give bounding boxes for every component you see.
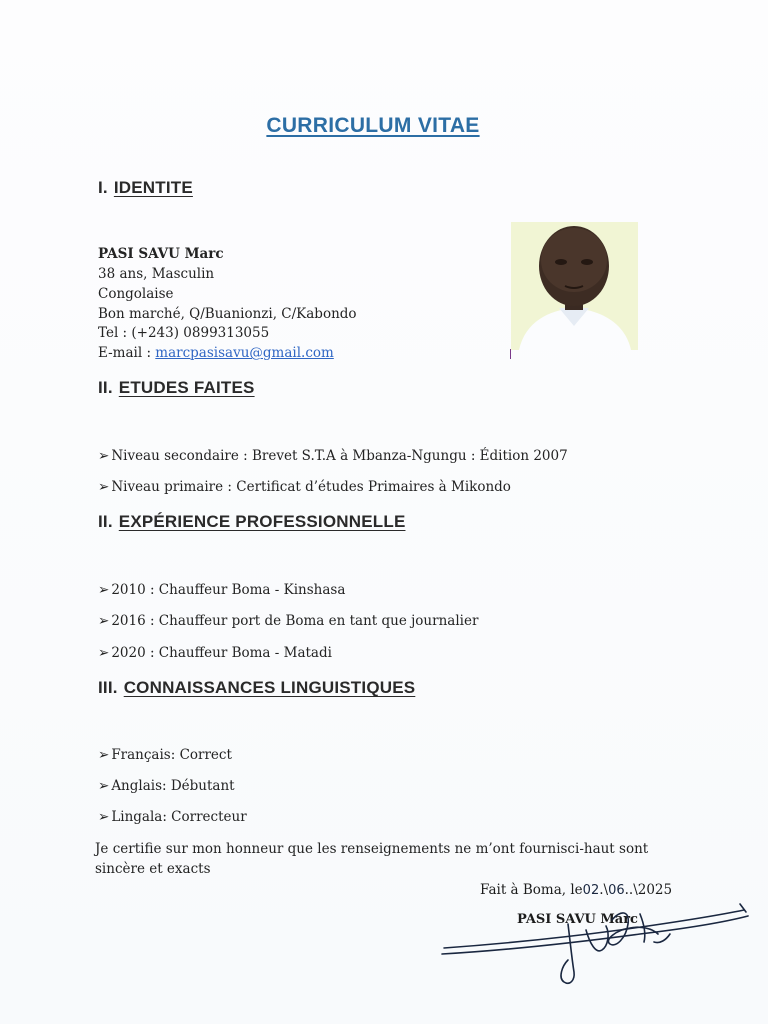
section-heading-experience [98, 512, 405, 532]
experience-item [98, 613, 478, 629]
cv-title: CURRICULUM VITAE [266, 114, 480, 137]
identity-email-line [98, 345, 334, 361]
language-item [98, 778, 235, 794]
arrow-bullet-icon: ➢ [98, 479, 110, 495]
section-heading-langues [98, 678, 415, 698]
section-number: I. [98, 178, 108, 197]
handwritten-signature [440, 890, 750, 1000]
arrow-bullet-icon: ➢ [98, 582, 110, 598]
study-item [98, 448, 568, 464]
identity-nationality: Congolaise [98, 286, 174, 302]
identity-phone: Tel : (+243) 0899313055 [98, 325, 270, 341]
email-label: E-mail : [98, 345, 156, 361]
section-label: ETUDES FAITES [118, 378, 255, 397]
experience-text: 2016 : Chauffeur port de Boma en tant que journalier [111, 613, 479, 629]
language-item [98, 747, 232, 763]
profile-photo [511, 222, 638, 350]
signatory-name: PASI SAVU Marc [517, 912, 638, 927]
language-item [98, 809, 247, 825]
date-year: 2025 [637, 882, 673, 898]
language-text: Anglais: Débutant [111, 778, 235, 794]
identity-address: Bon marché, Q/Buanionzi, C/Kabondo [98, 306, 357, 322]
section-heading-identite [98, 178, 193, 198]
arrow-bullet-icon: ➢ [98, 613, 110, 629]
arrow-bullet-icon: ➢ [98, 747, 110, 763]
section-label: EXPÉRIENCE PROFESSIONNELLE [118, 512, 406, 531]
date-day: 02 [582, 883, 600, 898]
place-label: Fait à Boma, le [480, 882, 583, 898]
arrow-bullet-icon: ➢ [98, 448, 110, 464]
language-text: Lingala: Correcteur [111, 809, 247, 825]
study-item [98, 479, 511, 495]
arrow-bullet-icon: ➢ [98, 809, 110, 825]
section-label: CONNAISSANCES LINGUISTIQUES [123, 678, 416, 697]
section-number: II. [98, 512, 113, 531]
certification-line-2: sincère et exacts [95, 861, 211, 877]
study-text: Niveau primaire : Certificat d’études Primaires à Mikondo [111, 479, 511, 495]
study-text: Niveau secondaire : Brevet S.T.A à Mbanza-Ngungu : Édition 2007 [111, 448, 568, 464]
experience-item [98, 582, 345, 598]
date-separator: .\ [599, 882, 609, 898]
identity-name: PASI SAVU Marc [98, 246, 224, 262]
identity-age-sex: 38 ans, Masculin [98, 266, 215, 282]
scan-mark [510, 349, 511, 359]
email-link[interactable]: marcpasisavu@gmail.com [155, 345, 334, 361]
section-label: IDENTITE [113, 178, 193, 197]
certification-line-1: Je certifie sur mon honneur que les renseignements ne m’ont fournisci-haut sont [95, 841, 649, 857]
section-number: II. [98, 378, 113, 397]
experience-item [98, 645, 332, 661]
arrow-bullet-icon: ➢ [98, 645, 110, 661]
section-heading-etudes [98, 378, 255, 398]
language-text: Français: Correct [111, 747, 232, 763]
arrow-bullet-icon: ➢ [98, 778, 110, 794]
experience-text: 2020 : Chauffeur Boma - Matadi [111, 645, 332, 661]
experience-text: 2010 : Chauffeur Boma - Kinshasa [111, 582, 346, 598]
date-separator: ..\ [624, 882, 638, 898]
section-number: III. [98, 678, 118, 697]
date-month: 06 [608, 883, 625, 898]
